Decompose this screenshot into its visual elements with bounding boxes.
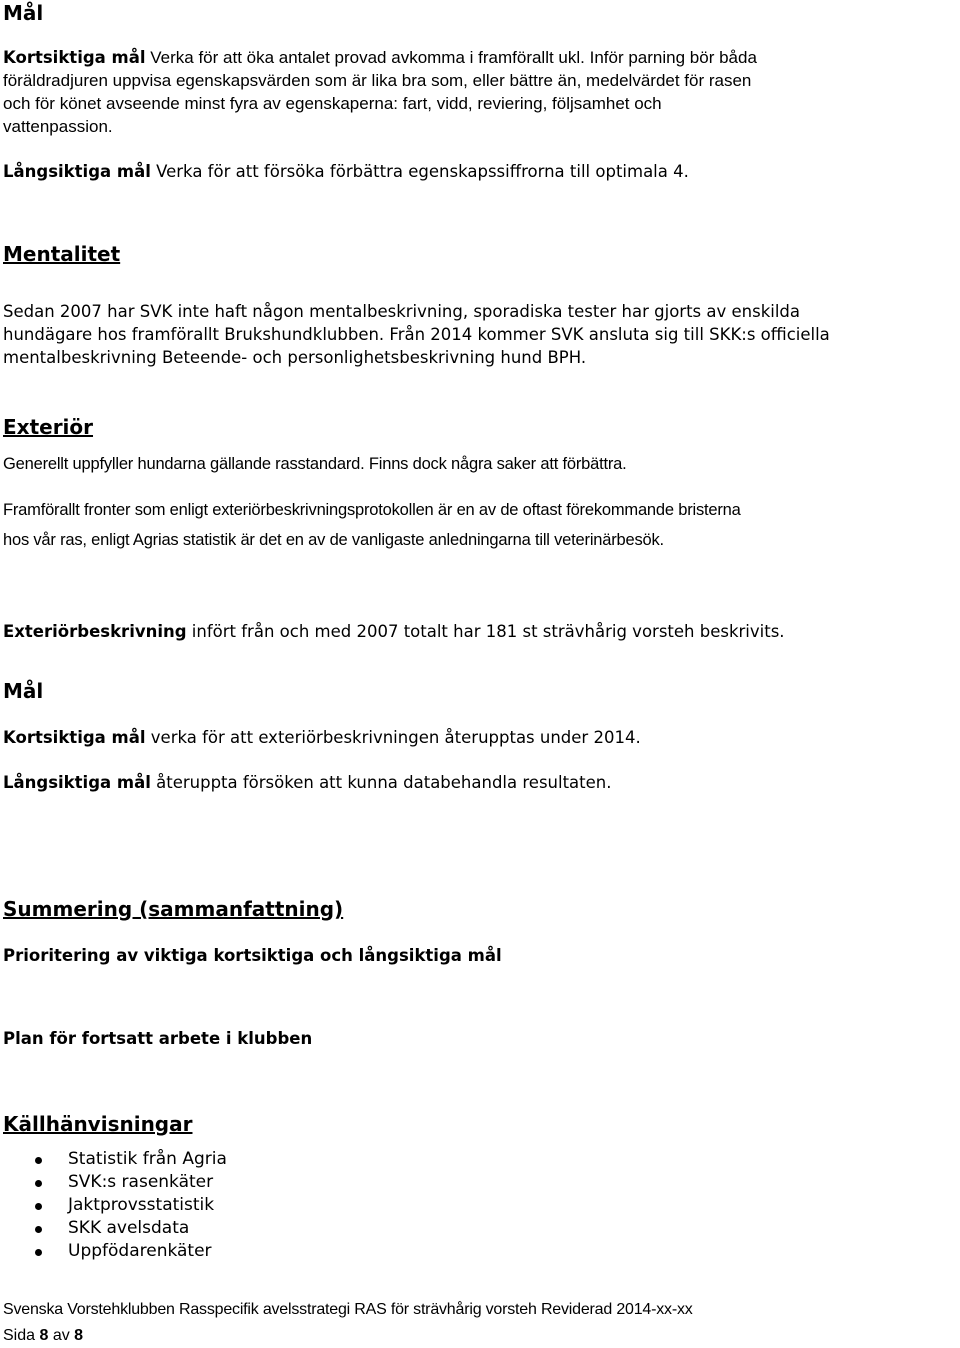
- long-term-goal-paragraph: [3, 160, 689, 183]
- short-term-goal-2-text: verka för att exteriörbeskrivningen återupptas under 2014.: [145, 728, 641, 747]
- section-heading-references: Källhänvisningar: [3, 1112, 193, 1136]
- list-item: Uppfödarenkäter: [68, 1240, 227, 1263]
- current-page: 8: [39, 1327, 49, 1344]
- short-term-goal-2-paragraph: [3, 726, 641, 749]
- mentalitet-text-1: Sedan 2007 har SVK inte haft någon mentalbeskrivning, sporadiska tester har gjorts av enskilda: [3, 302, 801, 321]
- list-item: SVK:s rasenkäter: [68, 1171, 227, 1194]
- section-heading-mal: Mål: [3, 1, 44, 25]
- footer-title: Svenska Vorstehklubben Rasspecifik avelsstrategi RAS för strävhårig vorsteh Reviderad 2014-xx-xx: [3, 1301, 693, 1318]
- section-heading-summary: Summering (sammanfattning): [3, 897, 344, 921]
- section-heading-mentalitet: Mentalitet: [3, 242, 121, 266]
- total-pages: 8: [74, 1327, 84, 1344]
- section-heading-mal-2: Mål: [3, 679, 44, 703]
- exterior-description-text: infört från och med 2007 totalt har 181 st strävhårig vorsteh beskrivits.: [186, 622, 785, 641]
- long-term-goal-2-label: Långsiktiga mål: [3, 773, 151, 792]
- short-term-goal-text-4: vattenpassion.: [3, 117, 113, 136]
- list-item: SKK avelsdata: [68, 1217, 227, 1240]
- list-item: Jaktprovsstatistik: [68, 1194, 227, 1217]
- short-term-goal-text-2: föräldradjuren uppvisa egenskapsvärden som är lika bra som, eller bättre än, medelvärdet för rasen: [3, 71, 752, 90]
- bullet-icon: [35, 1180, 42, 1187]
- short-term-goal-text-1: Verka för att öka antalet provad avkomma i framförallt ukl. Inför parning bör båda: [145, 48, 757, 67]
- summary-subheading-plan: Plan för fortsatt arbete i klubben: [3, 1029, 313, 1048]
- long-term-goal-2-text: återuppta försöken att kunna databehandla resultaten.: [150, 773, 612, 792]
- bullet-icon: [35, 1157, 42, 1164]
- exterior-paragraph-2-line-1: Framförallt fronter som enligt exteriörbeskrivningsprotokollen är en av de oftast förekommande bristerna: [3, 501, 741, 519]
- long-term-goal-text: Verka för att försöka förbättra egenskapssiffrorna till optimala 4.: [150, 162, 689, 181]
- exterior-paragraph-2-line-2: hos vår ras, enligt Agrias statistik är det en av de vanligaste anledningarna till veterinärbesök.: [3, 531, 664, 549]
- references-list: [0, 1148, 227, 1263]
- short-term-goal-2-label: Kortsiktiga mål: [3, 728, 146, 747]
- short-term-goal-paragraph: [3, 46, 757, 70]
- bullet-icon: [35, 1203, 42, 1210]
- bullet-icon: [35, 1226, 42, 1233]
- long-term-goal-label: Långsiktiga mål: [3, 162, 151, 181]
- summary-subheading-priorities: Prioritering av viktiga kortsiktiga och långsiktiga mål: [3, 946, 502, 965]
- bullet-icon: [35, 1249, 42, 1256]
- list-item: Statistik från Agria: [68, 1148, 227, 1171]
- short-term-goal-text-3: och för könet avseende minst fyra av egenskaperna: fart, vidd, reviering, följsamhet och: [3, 94, 662, 113]
- section-heading-exterior: Exteriör: [3, 415, 94, 439]
- footer-page-number: Sida 8 av 8: [3, 1327, 84, 1344]
- short-term-goal-label: Kortsiktiga mål: [3, 48, 146, 67]
- mentalitet-text-3: mentalbeskrivning Beteende- och personlighetsbeskrivning hund BPH.: [3, 348, 587, 367]
- exterior-description-label: Exteriörbeskrivning: [3, 622, 187, 641]
- exterior-paragraph-1: Generellt uppfyller hundarna gällande rasstandard. Finns dock några saker att förbättra.: [3, 455, 627, 473]
- mentalitet-text-2: hundägare hos framförallt Brukshundklubben. Från 2014 kommer SVK ansluta sig till SKK:s officiella: [3, 325, 830, 344]
- long-term-goal-2-paragraph: [3, 771, 611, 794]
- exterior-description-paragraph: [3, 620, 785, 643]
